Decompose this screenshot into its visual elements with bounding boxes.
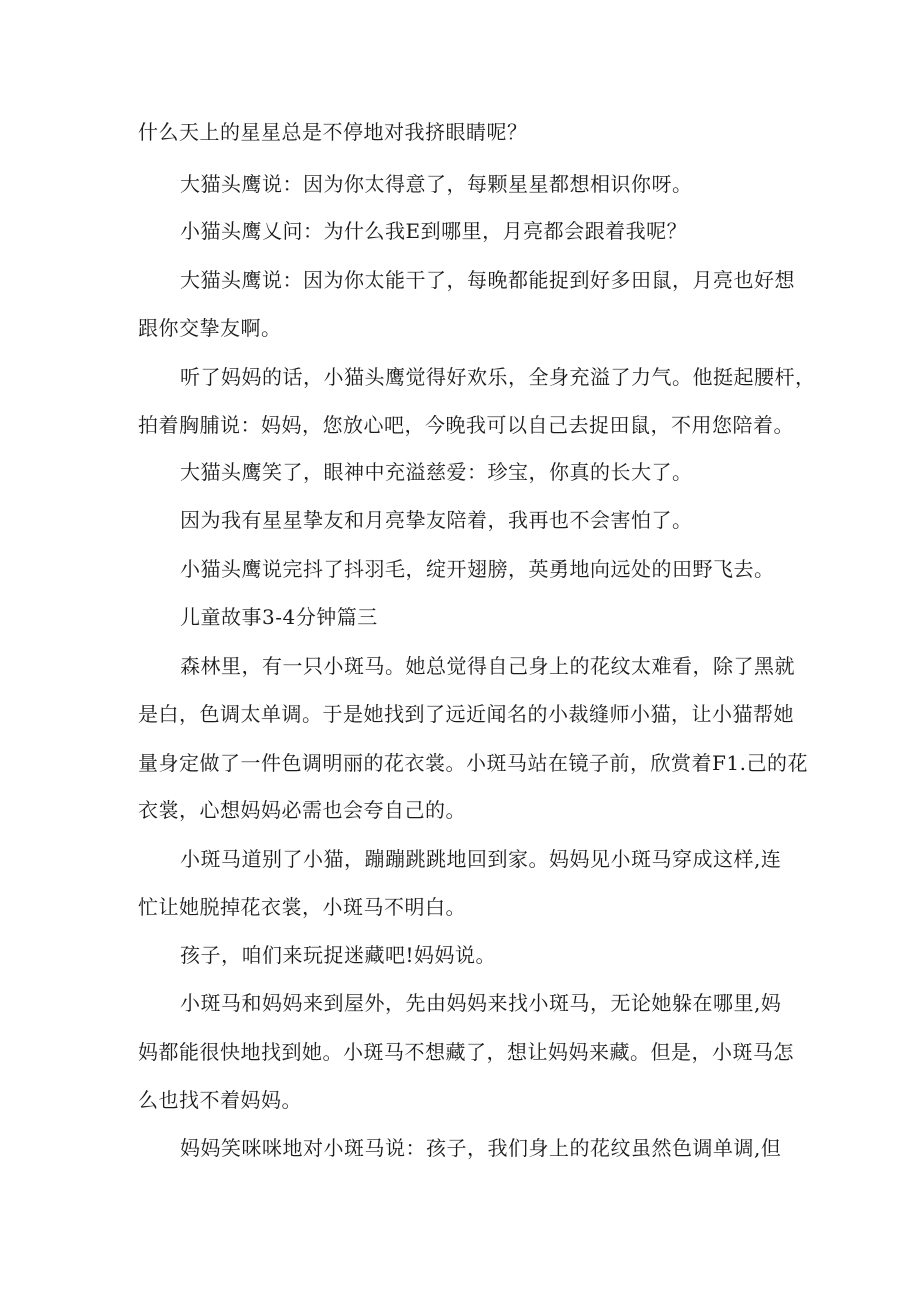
text-line: 拍着胸脯说：妈妈，您放心吧，今晚我可以自己去捉田鼠，不用您陪着。	[138, 413, 794, 437]
text-line: 小猫头鹰乂问：为什么我E到哪里，月亮都会跟着我呢？	[180, 219, 688, 243]
text-line: 小斑马道别了小猫，蹦蹦跳跳地回到家。妈妈见小斑马穿成这样,连	[180, 847, 782, 871]
text-line: 量身定做了一件色调明丽的花衣裳。小斑马站在镜子前，欣赏着F1.己的花	[138, 751, 808, 775]
text-line: 跟你交挚友啊。	[138, 316, 282, 340]
text-line: 大猫头鹰说：因为你太能干了，每晚都能捉到好多田鼠，月亮也好想	[180, 268, 795, 292]
section-heading: 儿童故事3-4分钟篇三	[180, 605, 378, 629]
text-line: 孩子，咱们来玩捉迷藏吧!妈妈说。	[180, 943, 497, 967]
text-line: 忙让她脱掉花衣裳，小斑马不明白。	[138, 895, 466, 919]
text-line: 什么天上的星星总是不停地对我挤眼睛呢？	[138, 120, 528, 144]
text-line: 妈都能很快地找到她。小斑马不想藏了，想让妈妈来藏。但是，小斑马怎	[138, 1040, 794, 1064]
text-line: 小猫头鹰说完抖了抖羽毛，绽开翅膀，英勇地向远处的田野飞去。	[180, 557, 775, 581]
text-line: 衣裳，心想妈妈必需也会夸自己的。	[138, 798, 466, 822]
text-line: 大猫头鹰说：因为你太得意了，每颗星星都想相识你呀。	[180, 172, 693, 196]
text-line: 是白，色调太单调。于是她找到了远近闻名的小裁缝师小猫，让小猫帮她	[138, 702, 794, 726]
text-line: 大猫头鹰笑了，眼神中充溢慈爱：珍宝，你真的长大了。	[180, 460, 693, 484]
text-line: 么也找不着妈妈。	[138, 1088, 302, 1112]
text-line: 小斑马和妈妈来到屋外，先由妈妈来找小斑马，无论她躲在哪里,妈	[180, 991, 782, 1015]
text-line: 因为我有星星挚友和月亮挚友陪着，我再也不会害怕了。	[180, 508, 693, 532]
text-line: 妈妈笑咪咪地对小斑马说：孩子，我们身上的花纹虽然色调单调,但	[180, 1136, 782, 1160]
text-line: 森林里，有一只小斑马。她总觉得自己身上的花纹太难看，除了黑就	[180, 654, 795, 678]
text-line: 听了妈妈的话，小猫头鹰觉得好欢乐，全身充溢了力气。他挺起腰杆，	[180, 365, 816, 389]
